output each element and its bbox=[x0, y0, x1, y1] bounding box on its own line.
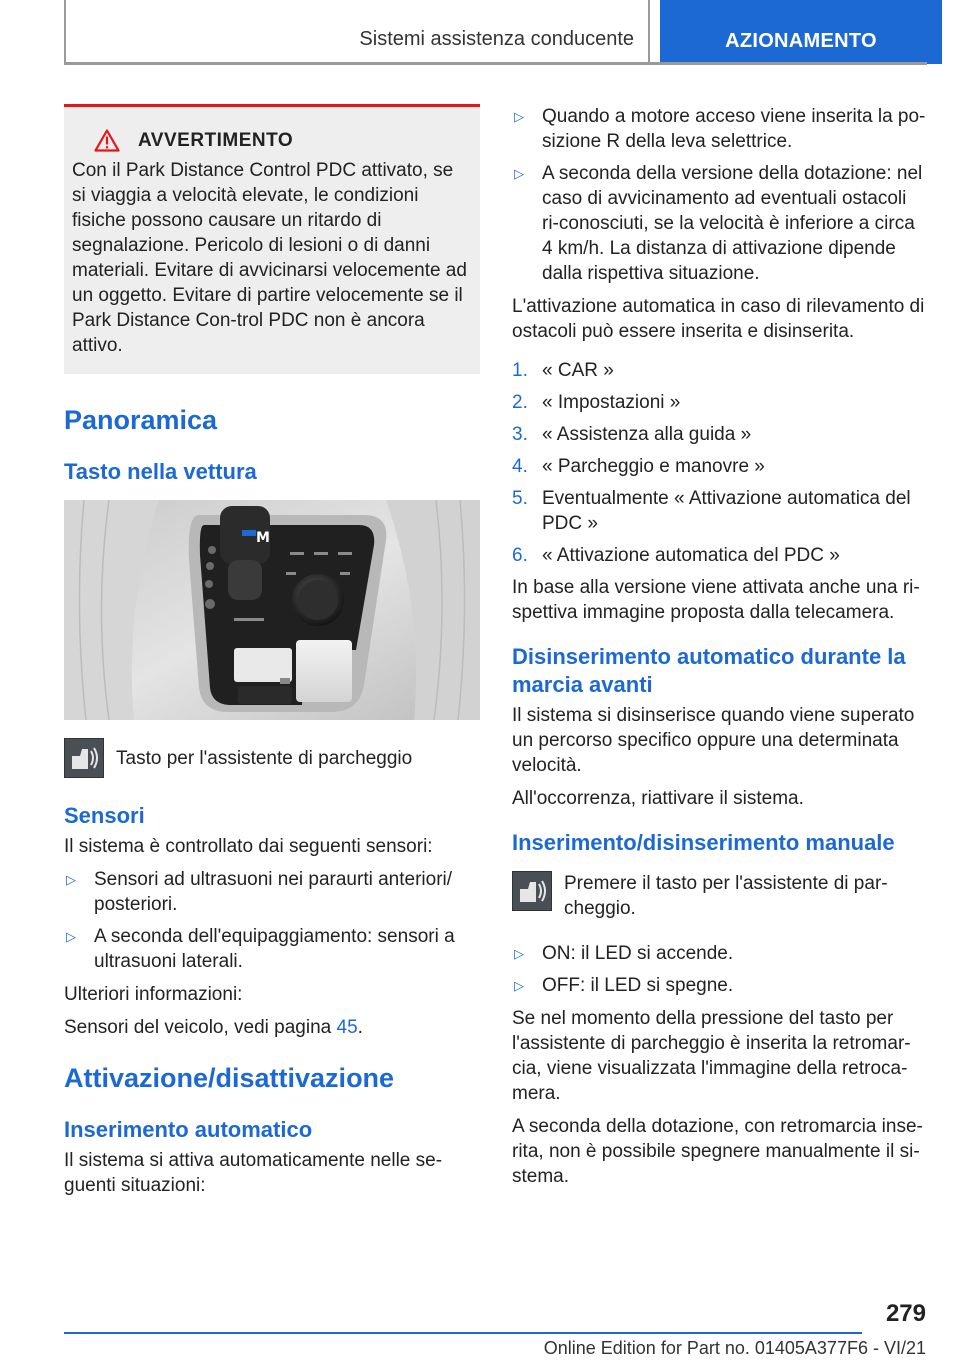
svg-text:M: M bbox=[256, 530, 270, 546]
disinserimento-text: Il sistema si disinserisce quando viene superato un percorso specifico oppure una determinata velocità. bbox=[512, 705, 915, 776]
manuale-heading: Inserimento/disinserimento manuale bbox=[512, 830, 895, 855]
sensori-more-info: Ulteriori informazioni: bbox=[64, 984, 243, 1005]
inserimento-automatico-intro: Il sistema si attiva automaticamente nelle se-guenti situazioni: bbox=[64, 1150, 443, 1196]
panoramica-heading: Panoramica bbox=[64, 405, 218, 435]
warning-title: AVVERTIMENTO bbox=[138, 129, 294, 151]
list-item: ▷ A seconda dell'equipaggiamento: sensori a ultrasuoni laterali. bbox=[66, 926, 455, 972]
bullet-triangle-icon: ▷ bbox=[514, 946, 524, 961]
sensori-intro: Il sistema è controllato dai seguenti sensori: bbox=[64, 836, 433, 857]
header-divider bbox=[64, 62, 927, 65]
warning-header bbox=[72, 129, 472, 152]
disinserimento-note: All'occorrenza, riattivare il sistema. bbox=[512, 788, 804, 809]
sensori-list bbox=[64, 867, 480, 974]
settings-steps bbox=[512, 358, 928, 568]
page-reference-link[interactable]: 45 bbox=[336, 1017, 358, 1038]
header-section-title: Sistemi assistenza conducente bbox=[359, 28, 634, 50]
list-item: ▷ OFF: il LED si spegne. bbox=[514, 975, 734, 996]
disinserimento-heading: Disinserimento automatico durante la marcia avanti bbox=[512, 644, 906, 697]
led-state-list bbox=[512, 941, 928, 998]
step-item: 5. Eventualmente « Attivazione automatica del PDC » bbox=[512, 488, 911, 534]
header-chapter-tab[interactable] bbox=[660, 0, 942, 64]
bullet-triangle-icon: ▷ bbox=[66, 929, 76, 944]
left-column bbox=[64, 104, 480, 1206]
camera-note: In base alla versione viene attivata anche una ri-spettiva immagine proposta dalla telecamera. bbox=[512, 577, 920, 623]
manuale-button-row bbox=[512, 871, 928, 921]
auto-activation-note: L'attivazione automatica in caso di rilevamento di ostacoli può essere inserita e disinserita. bbox=[512, 296, 925, 342]
warning-triangle-icon bbox=[94, 129, 120, 152]
bullet-triangle-icon: ▷ bbox=[514, 978, 524, 993]
dotazione-note: A seconda della dotazione, con retromarcia inse-rita, non è possibile spegnere manualmente il si-stema. bbox=[512, 1116, 923, 1187]
footer-divider bbox=[64, 1332, 862, 1334]
right-column bbox=[512, 104, 928, 1197]
attivazione-heading: Attivazione/disattivazione bbox=[64, 1063, 395, 1093]
sensori-heading: Sensori bbox=[64, 803, 145, 828]
parking-assistant-button-icon bbox=[512, 871, 552, 911]
warning-box bbox=[64, 104, 480, 374]
parking-button-row bbox=[64, 738, 480, 778]
list-item: ▷ A seconda della versione della dotazione: nel caso di avvicinamento ad eventuali ostacoli ri-conosciuti, se la velocità è inferiore a circa 4 km/h. La distanza di attivazione dipende dalla rispettiva situazione. bbox=[514, 163, 923, 284]
warning-text: Con il Park Distance Control PDC attivato, se si viaggia a velocità elevate, le condizioni fisiche possono causare un ritardo di segnalazione. Pericolo di lesioni o di danni materiali. Evitare di avvicinarsi velocemente ad un oggetto. Evitare di partire velocemente se il Park Distance Con-trol PDC non è ancora attivo. bbox=[72, 160, 467, 356]
list-item: ▷ Quando a motore acceso viene inserita la po-sizione R della leva selettrice. bbox=[514, 106, 926, 152]
manuale-press-text: Premere il tasto per l'assistente di par-cheggio. bbox=[564, 873, 888, 919]
inserimento-automatico-heading: Inserimento automatico bbox=[64, 1117, 313, 1142]
retromarcia-note: Se nel momento della pressione del tasto per l'assistente di parcheggio è inserita la retromar-cia, viene visualizzata l'immagine della retroca-mera. bbox=[512, 1008, 911, 1104]
step-item: 4. « Parcheggio e manovre » bbox=[512, 456, 765, 477]
bullet-triangle-icon: ▷ bbox=[514, 166, 524, 181]
header-section-box bbox=[64, 0, 650, 64]
page-number: 279 bbox=[885, 1300, 926, 1327]
parking-button-caption: Tasto per l'assistente di parcheggio bbox=[116, 748, 413, 769]
step-item: 2. « Impostazioni » bbox=[512, 392, 681, 413]
center-console-photo bbox=[64, 500, 480, 720]
parking-assistant-button-icon bbox=[64, 738, 104, 778]
footer-edition: Online Edition for Part no. 01405A377F6 - VI/21 bbox=[543, 1338, 926, 1358]
bullet-triangle-icon: ▷ bbox=[514, 109, 524, 124]
bullet-triangle-icon: ▷ bbox=[66, 872, 76, 887]
list-item: ▷ Sensori ad ultrasuoni nei paraurti anteriori/ posteriori. bbox=[66, 869, 453, 915]
step-item: 3. « Assistenza alla guida » bbox=[512, 424, 752, 445]
sensori-reference: Sensori del veicolo, vedi pagina 45. bbox=[64, 1017, 363, 1038]
step-item: 1. « CAR » bbox=[512, 360, 614, 381]
auto-activation-list bbox=[512, 104, 928, 286]
tasto-heading: Tasto nella vettura bbox=[64, 459, 257, 484]
header-chapter-title: AZIONAMENTO bbox=[725, 30, 877, 52]
step-item: 6. « Attivazione automatica del PDC » bbox=[512, 545, 840, 566]
list-item: ▷ ON: il LED si accende. bbox=[514, 943, 734, 964]
